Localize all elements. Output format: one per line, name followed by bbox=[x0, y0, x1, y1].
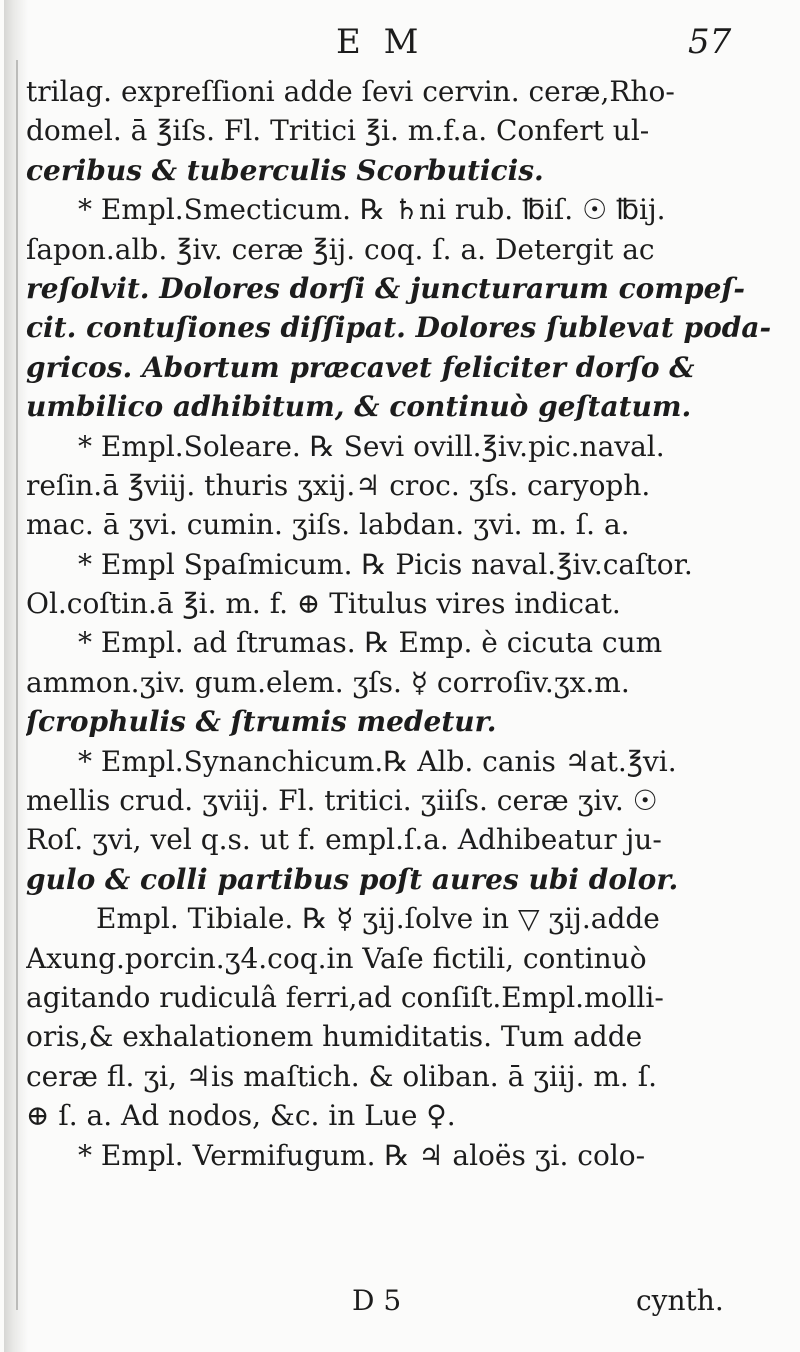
text-line: trilag. expreſſioni adde ſevi cervin. ceræ,Rho- bbox=[26, 75, 675, 108]
page-header bbox=[0, 22, 800, 68]
page-footer bbox=[0, 1284, 800, 1324]
text-line: ceræ fl. ʒi, ♃is maſtich. & oliban. ā ʒiij. m. ſ. bbox=[26, 1059, 657, 1093]
text-line: * Empl. ad ſtrumas. ℞ Emp. è cicuta cum bbox=[78, 626, 663, 660]
text-line: Roſ. ʒvi, vel q.s. ut f. empl.ſ.a. Adhibeatur ju- bbox=[26, 823, 662, 857]
text-line: Empl. Tibiale. ℞ ☿ ʒij.ſolve in ▽ ʒij.adde bbox=[96, 902, 660, 936]
text-line: reſolvit. Dolores dorſi & juncturarum compeſ- bbox=[26, 271, 746, 305]
text-line: gulo & colli partibus poſt aures ubi dolor. bbox=[26, 862, 679, 896]
text-line: * Empl.Synanchicum.℞ Alb. canis ♃at.℥vi. bbox=[78, 744, 677, 778]
page-number: 57 bbox=[688, 22, 732, 62]
text-line: * Empl. Vermifugum. ℞ ♃ aloës ʒi. colo- bbox=[78, 1138, 646, 1172]
text-line: oris,& exhalationem humiditatis. Tum adde bbox=[26, 1020, 643, 1054]
text-line: ſapon.alb. ℥iv. ceræ ℥ij. coq. ſ. a. Detergit ac bbox=[26, 232, 655, 266]
text-line: ſcrophulis & ſtrumis medetur. bbox=[26, 705, 497, 739]
text-line: reſin.ā ℥viij. thuris ʒxij.♃ croc. ʒſs. caryoph. bbox=[26, 468, 651, 502]
text-line: mellis crud. ʒviij. Fl. tritici. ʒiiſs. ceræ ʒiv. ☉ bbox=[26, 784, 658, 818]
text-line: Axung.porcin.ʒ4.coq.in Vaſe fictili, continuò bbox=[26, 941, 647, 975]
page-gutter bbox=[4, 0, 28, 1352]
text-line: ammon.ʒiv. gum.elem. ʒſs. ☿ corroſiv.ʒx.m. bbox=[26, 665, 630, 699]
gutter-shadow-line bbox=[16, 60, 18, 1310]
text-line: gricos. Abortum præcavet feliciter dorſo & bbox=[26, 350, 695, 384]
text-line: * Empl.Smecticum. ℞ ♄ni rub. ℔iſ. ☉ ℔ij. bbox=[78, 193, 666, 227]
text-line: domel. ā ℥iſs. Fl. Tritici ℥i. m.f.a. Confert ul- bbox=[26, 114, 650, 148]
signature-mark: D 5 bbox=[352, 1284, 402, 1317]
text-line: umbilico adhibitum, & continuò geſtatum. bbox=[26, 390, 692, 424]
text-line: * Empl.Soleare. ℞ Sevi ovill.℥iv.pic.naval. bbox=[78, 429, 665, 463]
page-body-text bbox=[26, 72, 796, 1175]
text-line: agitando rudiculâ ferri,ad conſiſt.Empl.molli- bbox=[26, 980, 664, 1014]
text-line: mac. ā ʒvi. cumin. ʒiſs. labdan. ʒvi. m. ſ. a. bbox=[26, 508, 630, 542]
text-line: ceribus & tuberculis Scorbuticis. bbox=[26, 153, 544, 187]
text-line: cit. contuſiones diſſipat. Dolores ſublevat poda- bbox=[26, 311, 772, 345]
text-line: Ol.coſtin.ā ℥i. m. f. ⊕ Titulus vires indicat. bbox=[26, 587, 621, 621]
text-line: * Empl Spaſmicum. ℞ Picis naval.℥iv.caſtor. bbox=[78, 547, 693, 581]
running-head: E M bbox=[336, 22, 425, 62]
text-line: ⊕ ſ. a. Ad nodos, &c. in Lue ♀. bbox=[26, 1099, 456, 1133]
catchword: cynth. bbox=[636, 1284, 724, 1317]
